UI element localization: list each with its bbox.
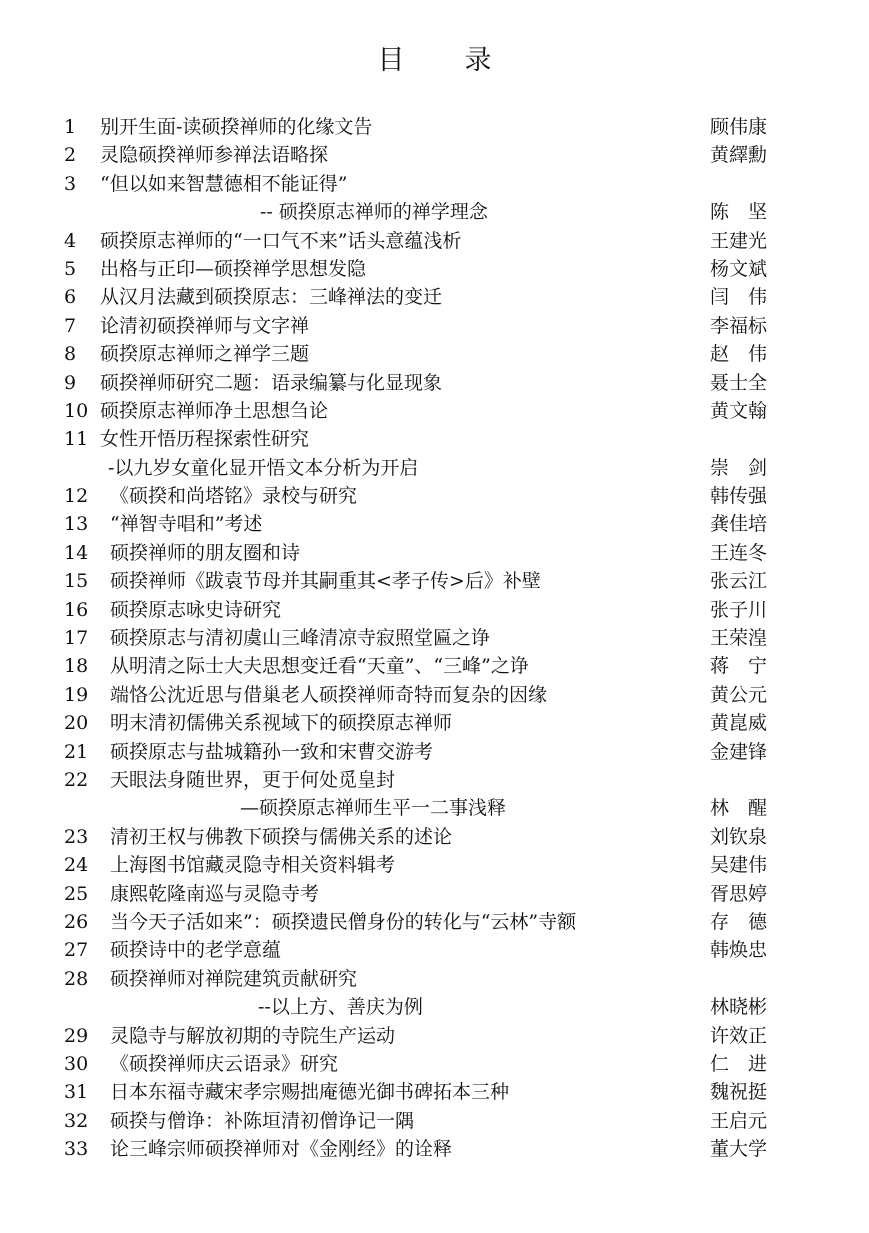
- entry-number: 25: [64, 882, 89, 905]
- entry-number: 28: [64, 967, 89, 990]
- toc-subtitle-row[interactable]: [0, 993, 869, 1021]
- entry-title: 《硕揆禅师庆云语录》研究: [110, 1052, 339, 1075]
- entry-author: 董大学: [710, 1138, 768, 1161]
- entry-title: 从明清之际士大夫思想变迁看“天童”、“三峰”之诤: [110, 655, 529, 678]
- toc-entry[interactable]: [0, 908, 869, 936]
- entry-author: 黄文翰: [710, 399, 768, 422]
- entry-title: 论清初硕揆禅师与文字禅: [100, 314, 310, 337]
- entry-title: 硕揆与僧诤：补陈垣清初僧诤记一隅: [110, 1109, 415, 1132]
- entry-author: 许效正: [710, 1024, 768, 1047]
- entry-author: 崇 剑: [710, 456, 768, 479]
- entry-title: 硕揆禅师对禅院建筑贡献研究: [110, 967, 358, 990]
- entry-author: 王建光: [710, 229, 768, 252]
- entry-title: 硕揆原志禅师净土思想刍论: [100, 399, 329, 422]
- toc-entry[interactable]: [0, 1022, 869, 1050]
- entry-number: 21: [64, 740, 89, 763]
- entry-author: 林 醒: [710, 797, 768, 820]
- toc-entry[interactable]: [0, 482, 869, 510]
- entry-number: 22: [64, 768, 89, 791]
- entry-title: 硕揆原志禅师的“一口气不来”话头意蕴浅析: [100, 229, 462, 252]
- toc-entry[interactable]: [0, 1135, 869, 1163]
- entry-number: 20: [64, 712, 89, 735]
- toc-entry[interactable]: [0, 255, 869, 283]
- toc-entry[interactable]: [0, 369, 869, 397]
- entry-number: 9: [64, 371, 77, 394]
- entry-title: 硕揆禅师研究二题：语录编纂与化显现象: [100, 371, 443, 394]
- toc-entry[interactable]: [0, 624, 869, 652]
- entry-author: 黄崑威: [710, 712, 768, 735]
- toc-entry[interactable]: [0, 567, 869, 595]
- toc-entry[interactable]: [0, 880, 869, 908]
- entry-number: 19: [64, 683, 89, 706]
- entry-author: 存 德: [710, 910, 768, 933]
- entry-title: 当今天子活如来”：硕揆遗民僧身份的转化与“云林”寺额: [110, 910, 577, 933]
- toc-entry[interactable]: [0, 738, 869, 766]
- entry-title: 明末清初儒佛关系视域下的硕揆原志禅师: [110, 712, 453, 735]
- entry-author: 王启元: [710, 1109, 768, 1132]
- entry-title: “禅智寺唱和”考述: [110, 513, 263, 536]
- entry-number: 26: [64, 910, 89, 933]
- toc-entry[interactable]: [0, 397, 869, 425]
- entry-author: 顾伟康: [710, 116, 768, 138]
- entry-title: 硕揆禅师《跋袁节母并其嗣重其<孝子传>后》补壁: [110, 570, 541, 593]
- entry-author: 聂士全: [710, 371, 768, 394]
- entry-author: 闫 伟: [710, 286, 768, 309]
- entry-author: 韩焕忠: [710, 939, 768, 962]
- toc-entry[interactable]: [0, 425, 869, 453]
- entry-author: 仁 进: [710, 1052, 768, 1075]
- toc-entry[interactable]: [0, 1107, 869, 1135]
- entry-title: 硕揆原志与清初虞山三峰清凉寺寂照堂匾之诤: [110, 627, 491, 650]
- toc-entry[interactable]: [0, 766, 869, 794]
- entry-title: 康熙乾隆南巡与灵隐寺考: [110, 882, 320, 905]
- entry-number: 31: [64, 1081, 89, 1104]
- entry-number: 14: [64, 541, 89, 564]
- entry-number: 2: [64, 144, 77, 167]
- toc-entry[interactable]: [0, 596, 869, 624]
- entry-number: 29: [64, 1024, 89, 1047]
- entry-author: 林晓彬: [710, 996, 768, 1019]
- toc-entry[interactable]: [0, 1078, 869, 1106]
- entry-author: 杨文斌: [710, 257, 768, 280]
- toc-entry[interactable]: [0, 312, 869, 340]
- entry-author: 吴建伟: [710, 854, 768, 877]
- entry-number: 10: [64, 399, 89, 422]
- toc-entry[interactable]: [0, 510, 869, 538]
- entry-title: 上海图书馆藏灵隐寺相关资料辑考: [110, 854, 396, 877]
- toc-subtitle-row[interactable]: [0, 198, 869, 226]
- entry-author: 韩传强: [710, 485, 768, 508]
- entry-title: 硕揆原志咏史诗研究: [110, 598, 282, 621]
- entry-author: 李福标: [710, 314, 768, 337]
- entry-number: 13: [64, 513, 89, 536]
- entry-author: 黄公元: [710, 683, 768, 706]
- entry-title: 清初王权与佛教下硕揆与儒佛关系的述论: [110, 825, 453, 848]
- entry-number: 16: [64, 598, 89, 621]
- toc-entry[interactable]: [0, 652, 869, 680]
- entry-subtitle: —硕揆原志禅师生平一二事浅释: [240, 797, 507, 820]
- entry-author: 胥思婷: [710, 882, 768, 905]
- toc-entry[interactable]: [0, 227, 869, 255]
- toc-entry[interactable]: [0, 340, 869, 368]
- entry-number: 15: [64, 570, 89, 593]
- entry-title: 硕揆禅师的朋友圈和诗: [110, 541, 301, 564]
- entry-author: 蒋 宁: [710, 655, 768, 678]
- entry-author: 赵 伟: [710, 343, 768, 366]
- entry-number: 33: [64, 1138, 89, 1161]
- toc-entry[interactable]: [0, 1050, 869, 1078]
- entry-author: 陈 坚: [710, 201, 768, 224]
- toc-entry[interactable]: [0, 141, 869, 169]
- entry-number: 17: [64, 627, 89, 650]
- page-title: [0, 38, 869, 77]
- entry-number: 11: [64, 428, 89, 451]
- toc-entry[interactable]: [0, 709, 869, 737]
- entry-author: 王荣湟: [710, 627, 768, 650]
- entry-author: 刘钦泉: [710, 825, 768, 848]
- entry-number: 24: [64, 854, 89, 877]
- entry-number: 23: [64, 825, 89, 848]
- entry-subtitle: -以九岁女童化显开悟文本分析为开启: [108, 456, 419, 479]
- entry-title: 从汉月法藏到硕揆原志：三峰禅法的变迁: [100, 286, 443, 309]
- entry-author: 魏祝挺: [710, 1081, 768, 1104]
- entry-title: 硕揆原志与盐城籍孙一致和宋曹交游考: [110, 740, 434, 763]
- entry-number: 32: [64, 1109, 89, 1132]
- entry-number: 12: [64, 485, 89, 508]
- toc-entry[interactable]: [0, 539, 869, 567]
- table-of-contents: [0, 113, 869, 1163]
- toc-entry[interactable]: [0, 283, 869, 311]
- entry-author: 张子川: [710, 598, 768, 621]
- toc-entry[interactable]: [0, 851, 869, 879]
- toc-entry[interactable]: [0, 823, 869, 851]
- entry-author: 张云江: [710, 570, 768, 593]
- entry-title: 硕揆原志禅师之禅学三题: [100, 343, 310, 366]
- entry-title: 日本东福寺藏宋孝宗赐拙庵德光御书碑拓本三种: [110, 1081, 510, 1104]
- entry-number: 27: [64, 939, 89, 962]
- entry-title: 出格与正印—硕揆禅学思想发隐: [100, 257, 367, 280]
- title-char-right: 录: [464, 45, 492, 76]
- entry-title: “但以如来智慧德相不能证得”: [100, 172, 348, 195]
- entry-number: 18: [64, 655, 89, 678]
- entry-number: 5: [64, 257, 77, 280]
- toc-entry[interactable]: [0, 965, 869, 993]
- entry-subtitle: --以上方、善庆为例: [258, 996, 423, 1019]
- entry-number: 6: [64, 286, 77, 309]
- entry-author: 王连冬: [710, 541, 768, 564]
- entry-title: 端恪公沈近思与借巢老人硕揆禅师奇特而复杂的因缘: [110, 683, 548, 706]
- entry-title: 《硕揆和尚塔铭》录校与研究: [110, 485, 358, 508]
- entry-number: 4: [64, 229, 77, 252]
- entry-author: 龚佳培: [710, 513, 768, 536]
- entry-subtitle: -- 硕揆原志禅师的禅学理念: [260, 201, 488, 224]
- entry-author: 黄繹勳: [710, 144, 768, 167]
- title-char-left: 目: [377, 45, 405, 76]
- entry-author: 金建锋: [710, 740, 768, 763]
- entry-number: 8: [64, 343, 77, 366]
- toc-entry[interactable]: [0, 170, 869, 198]
- toc-subtitle-row[interactable]: [0, 454, 869, 482]
- toc-entry[interactable]: [0, 936, 869, 964]
- entry-number: 7: [64, 314, 77, 337]
- toc-entry[interactable]: [0, 113, 869, 141]
- entry-title: 论三峰宗师硕揆禅师对《金刚经》的诠释: [110, 1138, 453, 1161]
- entry-title: 天眼法身随世界，更于何处觅皇封: [110, 768, 396, 791]
- entry-number: 3: [64, 172, 77, 195]
- entry-title: 女性开悟历程探索性研究: [100, 428, 310, 451]
- entry-title: 别开生面-读硕揆禅师的化缘文告: [100, 116, 373, 138]
- toc-subtitle-row[interactable]: [0, 794, 869, 822]
- entry-number: 30: [64, 1052, 89, 1075]
- entry-number: 1: [64, 116, 77, 138]
- entry-title: 灵隐硕揆禅师参禅法语略探: [100, 144, 329, 167]
- toc-entry[interactable]: [0, 681, 869, 709]
- entry-title: 硕揆诗中的老学意蕴: [110, 939, 282, 962]
- entry-title: 灵隐寺与解放初期的寺院生产运动: [110, 1024, 396, 1047]
